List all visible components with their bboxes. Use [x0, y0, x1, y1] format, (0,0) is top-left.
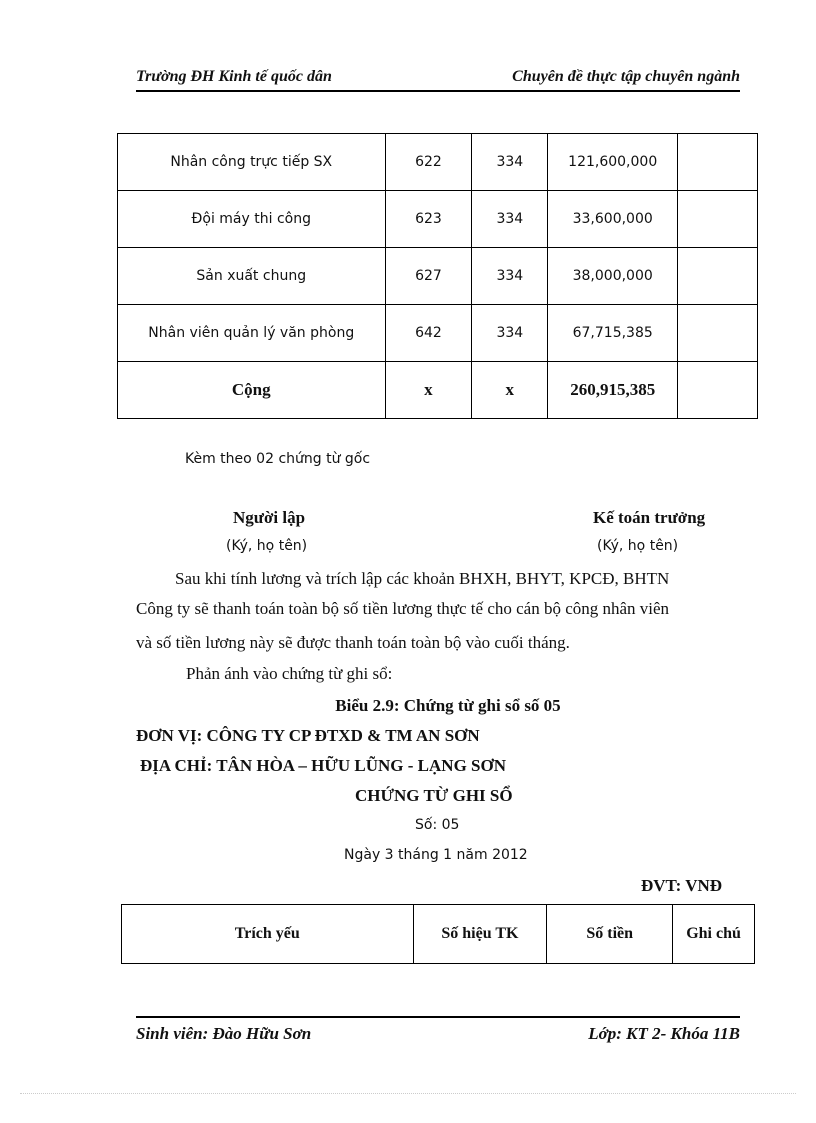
- footer-class: Lớp: KT 2- Khóa 11B: [588, 1024, 740, 1043]
- row-amount: 67,715,385: [548, 305, 678, 362]
- paragraph-line: Sau khi tính lương và trích lập các khoản BHXH, BHYT, KPCĐ, BHTN: [175, 569, 670, 588]
- voucher-address: ĐỊA CHỈ: TÂN HÒA – HỮU LŨNG - LẠNG SƠN: [140, 756, 507, 775]
- chief-accountant-title: Kế toán trưởng: [593, 508, 706, 527]
- row-note: [678, 134, 758, 191]
- row-debit: 623: [385, 191, 472, 248]
- paragraph-line: Phản ánh vào chứng từ ghi sổ:: [186, 664, 393, 683]
- row-credit: 334: [472, 191, 548, 248]
- currency-unit: ĐVT: VNĐ: [641, 876, 723, 895]
- row-amount: 33,600,000: [548, 191, 678, 248]
- row-note: [678, 305, 758, 362]
- row-amount: 38,000,000: [548, 248, 678, 305]
- total-amount: 260,915,385: [548, 362, 678, 419]
- row-debit: 622: [385, 134, 472, 191]
- row-note: [678, 248, 758, 305]
- row-credit: 334: [472, 248, 548, 305]
- row-amount: 121,600,000: [548, 134, 678, 191]
- row-debit: 642: [385, 305, 472, 362]
- voucher-caption: Biểu 2.9: Chứng từ ghi sổ số 05: [335, 696, 561, 715]
- page-footer: [136, 1016, 740, 1048]
- voucher-unit: ĐƠN VỊ: CÔNG TY CP ĐTXD & TM AN SƠN: [136, 726, 480, 745]
- total-name: Cộng: [118, 362, 386, 419]
- chief-accountant-sub: (Ký, họ tên): [597, 538, 679, 554]
- table-row: [118, 191, 758, 248]
- page-edge-divider: [20, 1093, 796, 1094]
- table-header-row: [122, 905, 755, 964]
- header-summary: Trích yếu: [122, 905, 414, 964]
- paragraph-line: Công ty sẽ thanh toán toàn bộ số tiền lương thực tế cho cán bộ công nhân viên: [136, 599, 670, 618]
- header-account: Số hiệu TK: [413, 905, 547, 964]
- attachment-note: Kèm theo 02 chứng từ gốc: [185, 451, 371, 467]
- paragraph-line: và số tiền lương này sẽ được thanh toán toàn bộ vào cuối tháng.: [136, 633, 570, 652]
- row-name: Nhân viên quản lý văn phòng: [118, 305, 386, 362]
- row-note: [678, 191, 758, 248]
- table-row: [118, 248, 758, 305]
- total-debit: x: [385, 362, 472, 419]
- row-name: Sản xuất chung: [118, 248, 386, 305]
- header-amount: Số tiền: [547, 905, 673, 964]
- table-row: [118, 134, 758, 191]
- page-header: [136, 66, 740, 92]
- row-credit: 334: [472, 305, 548, 362]
- row-name: Đội máy thi công: [118, 191, 386, 248]
- total-credit: x: [472, 362, 548, 419]
- table-row: [118, 305, 758, 362]
- row-credit: 334: [472, 134, 548, 191]
- footer-student: Sinh viên: Đào Hữu Sơn: [136, 1024, 312, 1043]
- voucher-date: Ngày 3 tháng 1 năm 2012: [344, 847, 528, 863]
- voucher-table: [121, 904, 755, 964]
- preparer-title: Người lập: [233, 508, 306, 527]
- total-row: [118, 362, 758, 419]
- row-debit: 627: [385, 248, 472, 305]
- total-note: [678, 362, 758, 419]
- voucher-title: CHỨNG TỪ GHI SỔ: [355, 786, 513, 805]
- voucher-number: Số: 05: [415, 817, 460, 833]
- header-subject: Chuyên đề thực tập chuyên ngành: [512, 68, 740, 85]
- salary-allocation-table: [117, 133, 758, 419]
- row-name: Nhân công trực tiếp SX: [118, 134, 386, 191]
- preparer-sub: (Ký, họ tên): [226, 538, 308, 554]
- header-note: Ghi chú: [673, 905, 755, 964]
- header-school: Trường ĐH Kinh tế quốc dân: [136, 68, 332, 85]
